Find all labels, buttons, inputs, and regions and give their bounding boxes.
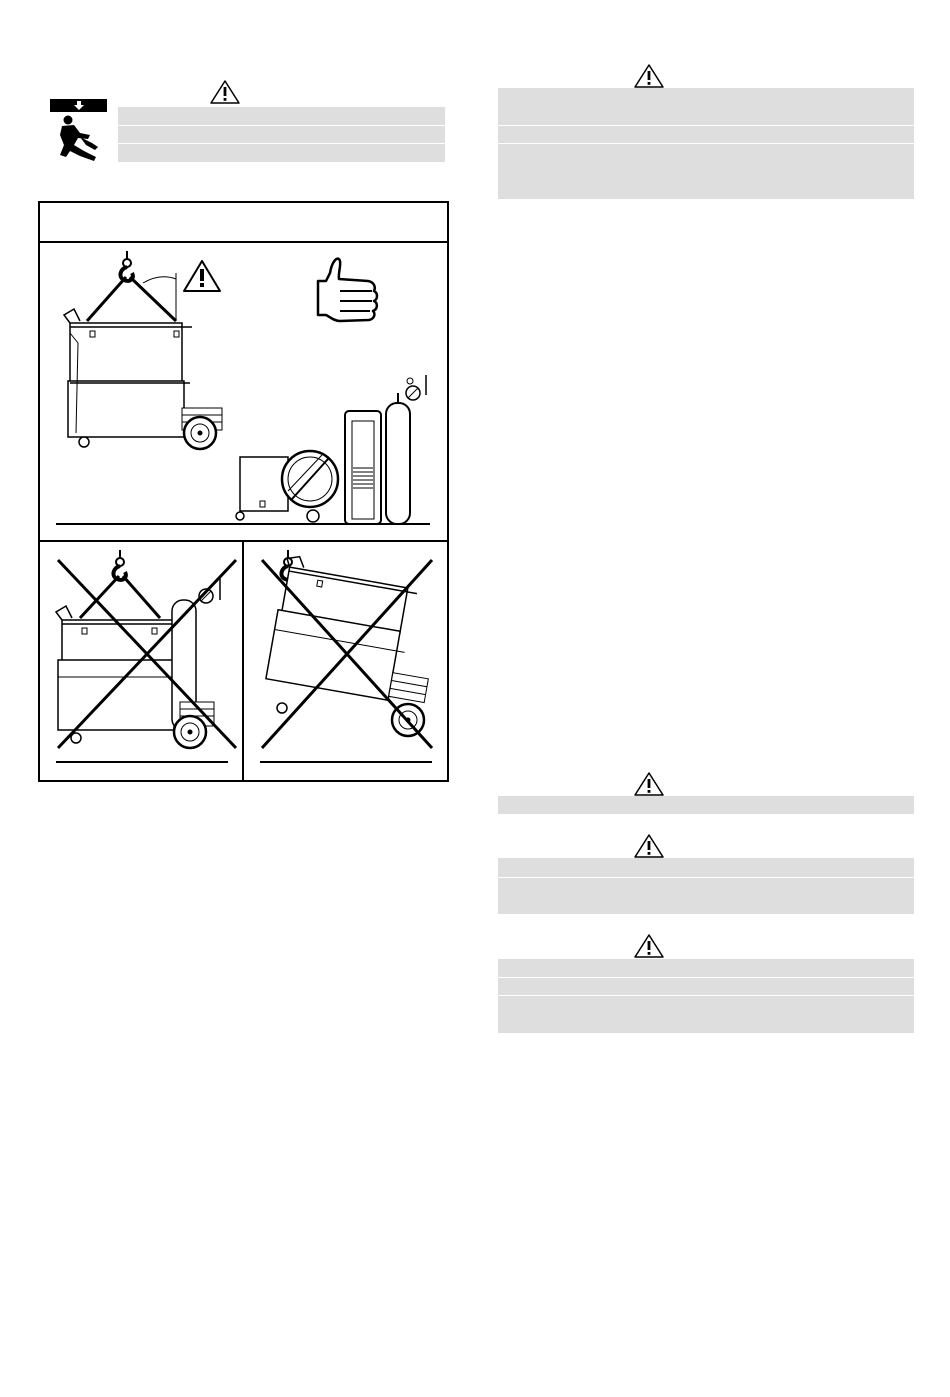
text-box-divider xyxy=(498,125,914,126)
text-box-divider xyxy=(498,877,914,878)
text-box-divider xyxy=(498,977,914,978)
warning-triangle-icon xyxy=(209,79,241,105)
warning-triangle-icon xyxy=(633,933,665,959)
falling-warning-text-box xyxy=(118,107,445,162)
thumbs-up-icon xyxy=(318,259,377,321)
correct-lifting-panel xyxy=(40,243,447,540)
warning-triangle-icon xyxy=(633,771,665,797)
warning-text-box xyxy=(498,796,914,814)
text-box-divider xyxy=(498,995,914,996)
warning-triangle-icon xyxy=(633,833,665,859)
wrong-lifting-with-cylinder-panel xyxy=(40,542,242,780)
warning-text-box xyxy=(498,959,914,1033)
text-box-divider xyxy=(118,125,445,126)
warning-triangle-icon xyxy=(633,63,665,89)
warning-triangle-icon xyxy=(184,261,220,291)
wrong-lifting-single-hook-panel xyxy=(244,542,447,780)
falling-object-hazard-icon xyxy=(50,99,108,165)
text-box-divider xyxy=(498,143,914,144)
text-box-divider xyxy=(118,143,445,144)
warning-text-box xyxy=(498,858,914,914)
